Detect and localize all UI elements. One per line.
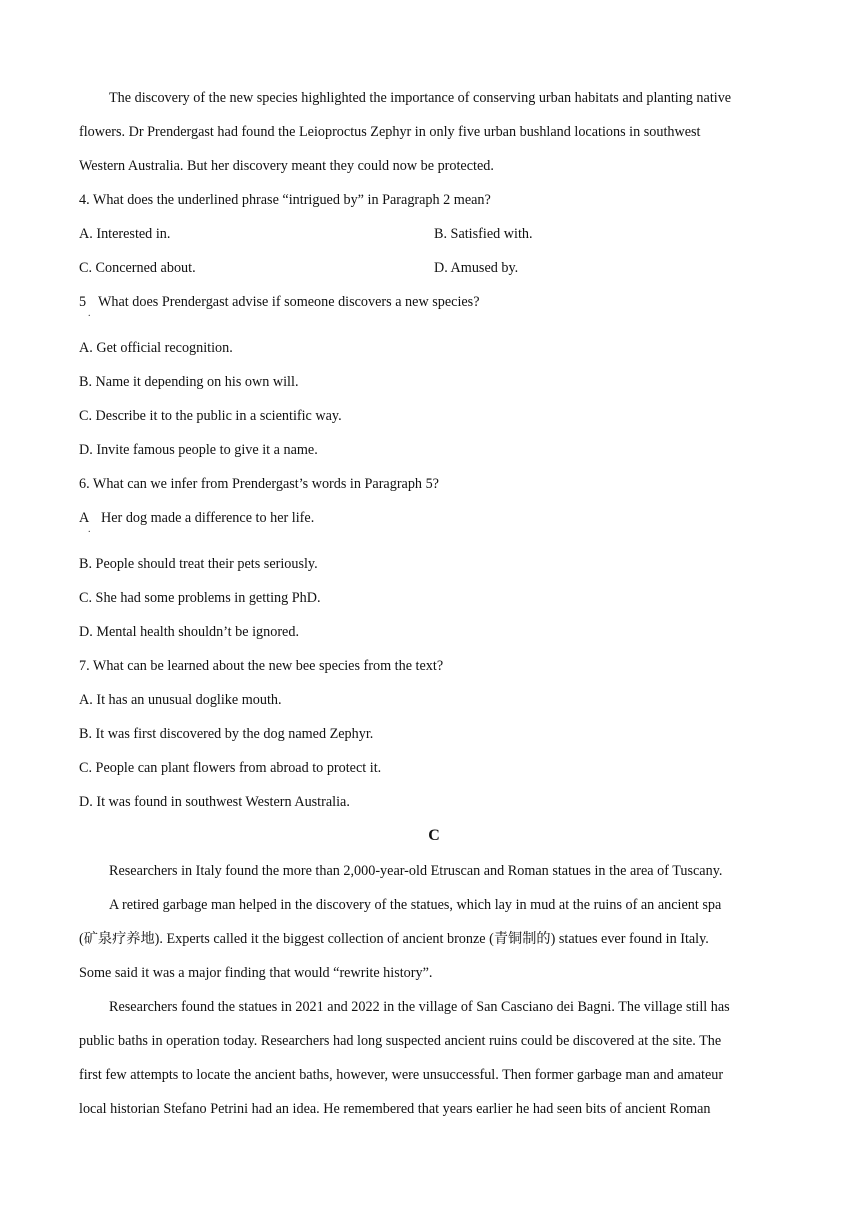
paragraph-line: Researchers found the statues in 2021 and 2022 in the village of San Casciano dei Bagni. The village still has	[109, 999, 730, 1015]
paragraph-line: (矿泉疗养地). Experts called it the biggest collection of ancient bronze (青铜制的) statues ever found in Italy.	[79, 931, 709, 947]
paragraph-line: Researchers in Italy found the more than 2,000-year-old Etruscan and Roman statues in the area of Tuscany.	[109, 863, 723, 879]
stray-dot-mark: .	[88, 524, 91, 535]
paragraph-line: local historian Stefano Petrini had an idea. He remembered that years earlier he had seen bits of ancient Roman	[79, 1101, 711, 1117]
question-4-option-c: C. Concerned about.	[79, 260, 196, 276]
question-5-option-b: B. Name it depending on his own will.	[79, 374, 299, 390]
question-5-option-a: A. Get official recognition.	[79, 340, 233, 356]
paragraph-line: public baths in operation today. Researchers had long suspected ancient ruins could be discovered at the site. The	[79, 1033, 722, 1049]
question-5-number: 5	[79, 294, 87, 310]
question-7-option-c: C. People can plant flowers from abroad to protect it.	[79, 760, 382, 776]
paragraph-line: flowers. Dr Prendergast had found the Leioproctus Zephyr in only five urban bushland locations in southwest	[79, 124, 701, 140]
question-5-stem: What does Prendergast advise if someone discovers a new species?	[98, 294, 480, 310]
question-6-option-a-text: Her dog made a difference to her life.	[101, 510, 315, 526]
paragraph-line: A retired garbage man helped in the discovery of the statues, which lay in mud at the ruins of an ancient spa	[109, 897, 722, 913]
question-6-option-d: D. Mental health shouldn’t be ignored.	[79, 624, 299, 640]
question-5-option-d: D. Invite famous people to give it a name.	[79, 442, 318, 458]
question-7-option-d: D. It was found in southwest Western Australia.	[79, 794, 350, 810]
stray-dot-mark: .	[88, 308, 91, 319]
paragraph-line: Some said it was a major finding that would “rewrite history”.	[79, 965, 433, 981]
paragraph-line: Western Australia. But her discovery meant they could now be protected.	[79, 158, 494, 174]
question-4-stem: 4. What does the underlined phrase “intrigued by” in Paragraph 2 mean?	[79, 192, 491, 208]
paragraph-line: The discovery of the new species highlighted the importance of conserving urban habitats and planting native	[109, 90, 732, 106]
paragraph-line: first few attempts to locate the ancient baths, however, were unsuccessful. Then former garbage man and amateur	[79, 1067, 724, 1083]
question-7-option-a: A. It has an unusual doglike mouth.	[79, 692, 282, 708]
question-6-stem: 6. What can we infer from Prendergast’s words in Paragraph 5?	[79, 476, 439, 492]
section-c-heading: C	[428, 827, 440, 844]
question-4-option-d: D. Amused by.	[434, 260, 519, 276]
question-5-option-c: C. Describe it to the public in a scientific way.	[79, 408, 342, 424]
question-7-option-b: B. It was first discovered by the dog named Zephyr.	[79, 726, 374, 742]
question-4-option-b: B. Satisfied with.	[434, 226, 533, 242]
question-7-stem: 7. What can be learned about the new bee species from the text?	[79, 658, 444, 674]
question-6-option-b: B. People should treat their pets seriously.	[79, 556, 318, 572]
question-6-option-c: C. She had some problems in getting PhD.	[79, 590, 321, 606]
question-6-option-a-letter: A	[79, 510, 90, 526]
question-4-option-a: A. Interested in.	[79, 226, 171, 242]
